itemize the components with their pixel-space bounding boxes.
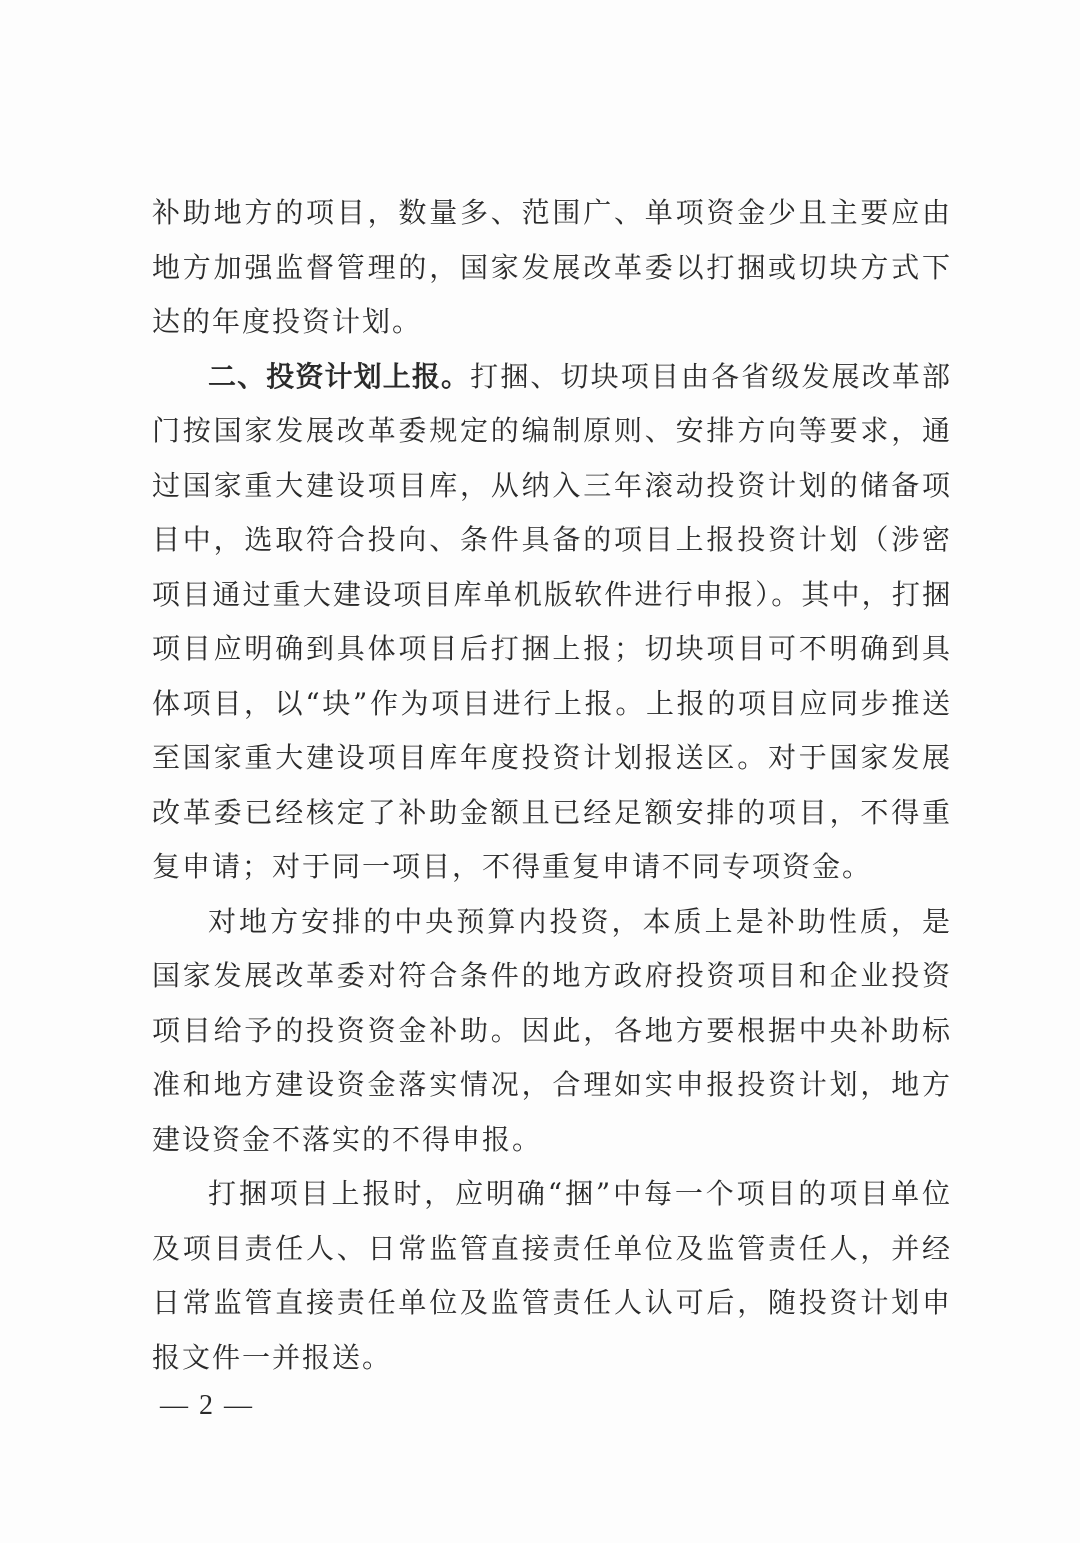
document-body — [152, 186, 952, 1385]
paragraph-text: 打捆、切块项目由各省级发展改革部门按国家发展改革委规定的编制原则、安排方向等要求，通过国家重大建设项目库，从纳入三年滚动投资计划的储备项目中，选取符合投向、条件具备的项目上报投资计划（涉密项目通过重大建设项目库单机版软件进行申报）。其中，打捆项目应明确到具体项目后打捆上报；切块项目可不明确到具体项目，以“块”作为项目进行上报。上报的项目应同步推送至国家重大建设项目库年度投资计划报送区。对于国家发展改革委已经核定了补助金额且已经足额安排的项目，不得重复申请；对于同一项目，不得重复申请不同专项资金。 — [152, 359, 952, 883]
paragraph-investment-plan-report — [152, 350, 952, 895]
paragraph-text: 对地方安排的中央预算内投资，本质上是补助性质，是国家发展改革委对符合条件的地方政府投资项目和企业投资项目给予的投资资金补助。因此，各地方要根据中央补助标准和地方建设资金落实情况，合理如实申报投资计划，地方建设资金不落实的不得申报。 — [152, 904, 952, 1156]
page-number: — 2 — — [160, 1390, 254, 1421]
paragraph-text: 补助地方的项目，数量多、范围广、单项资金少且主要应由地方加强监督管理的，国家发展改革委以打捆或切块方式下达的年度投资计划。 — [152, 196, 952, 338]
paragraph-text: 打捆项目上报时，应明确“捆”中每一个项目的项目单位及项目责任人、日常监管直接责任单位及监管责任人，并经日常监管直接责任单位及监管责任人认可后，随投资计划申报文件一并报送。 — [152, 1177, 952, 1374]
paragraph-bundled-projects — [152, 1167, 952, 1385]
paragraph-central-budget — [152, 895, 952, 1168]
paragraph-continuation — [152, 186, 952, 350]
section-heading: 二、投资计划上报。 — [208, 359, 471, 393]
